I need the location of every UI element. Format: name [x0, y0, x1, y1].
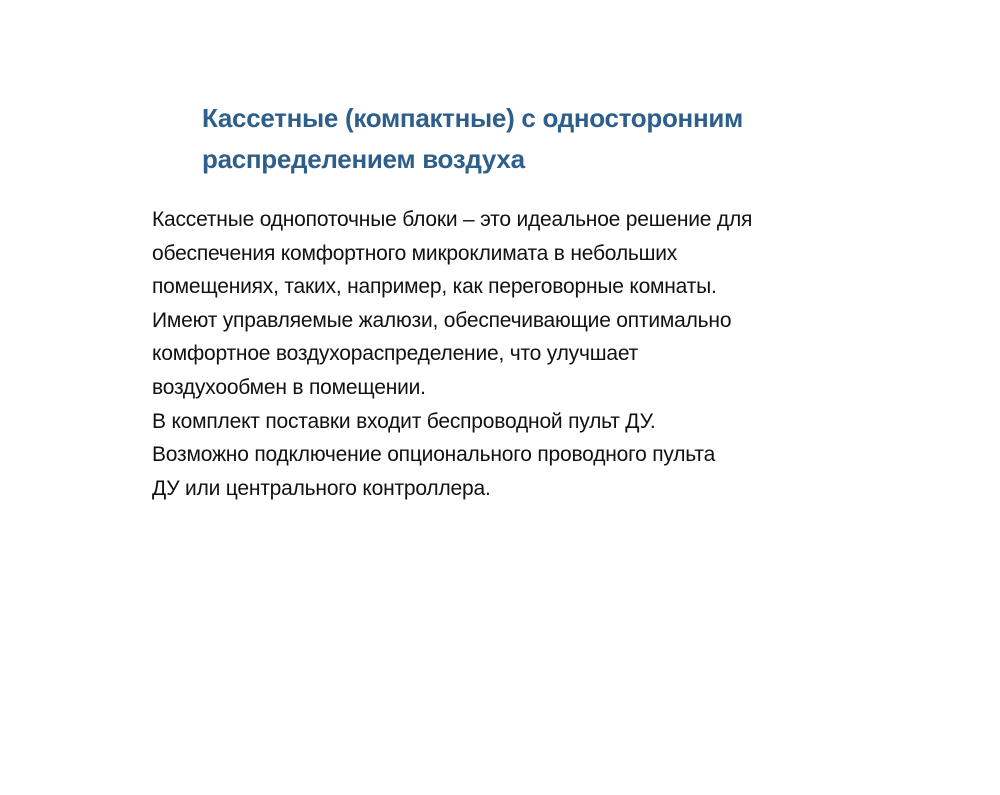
body-line: обеспечения комфортного микроклимата в небольших — [152, 241, 678, 265]
body-line: Имеют управляемые жалюзи, обеспечивающие оптимально — [152, 308, 732, 332]
body-line: В комплект поставки входит беспроводной пульт ДУ. — [152, 409, 656, 433]
body-line: ДУ или центрального контроллера. — [152, 476, 491, 500]
body-line: Кассетные однопоточные блоки – это идеальное решение для — [152, 208, 753, 231]
body-line: воздухообмен в помещении. — [152, 375, 426, 399]
body-line: Возможно подключение опционального проводного пульта — [152, 443, 716, 467]
slide-title — [202, 98, 743, 180]
slide-body — [152, 203, 752, 505]
body-line: помещениях, таких, например, как переговорные комнаты. — [152, 275, 717, 299]
body-line: комфортное воздухораспределение, что улучшает — [152, 342, 639, 366]
title-line: распределением воздуха — [202, 144, 525, 174]
title-line: Кассетные (компактные) с односторонним — [202, 103, 743, 133]
